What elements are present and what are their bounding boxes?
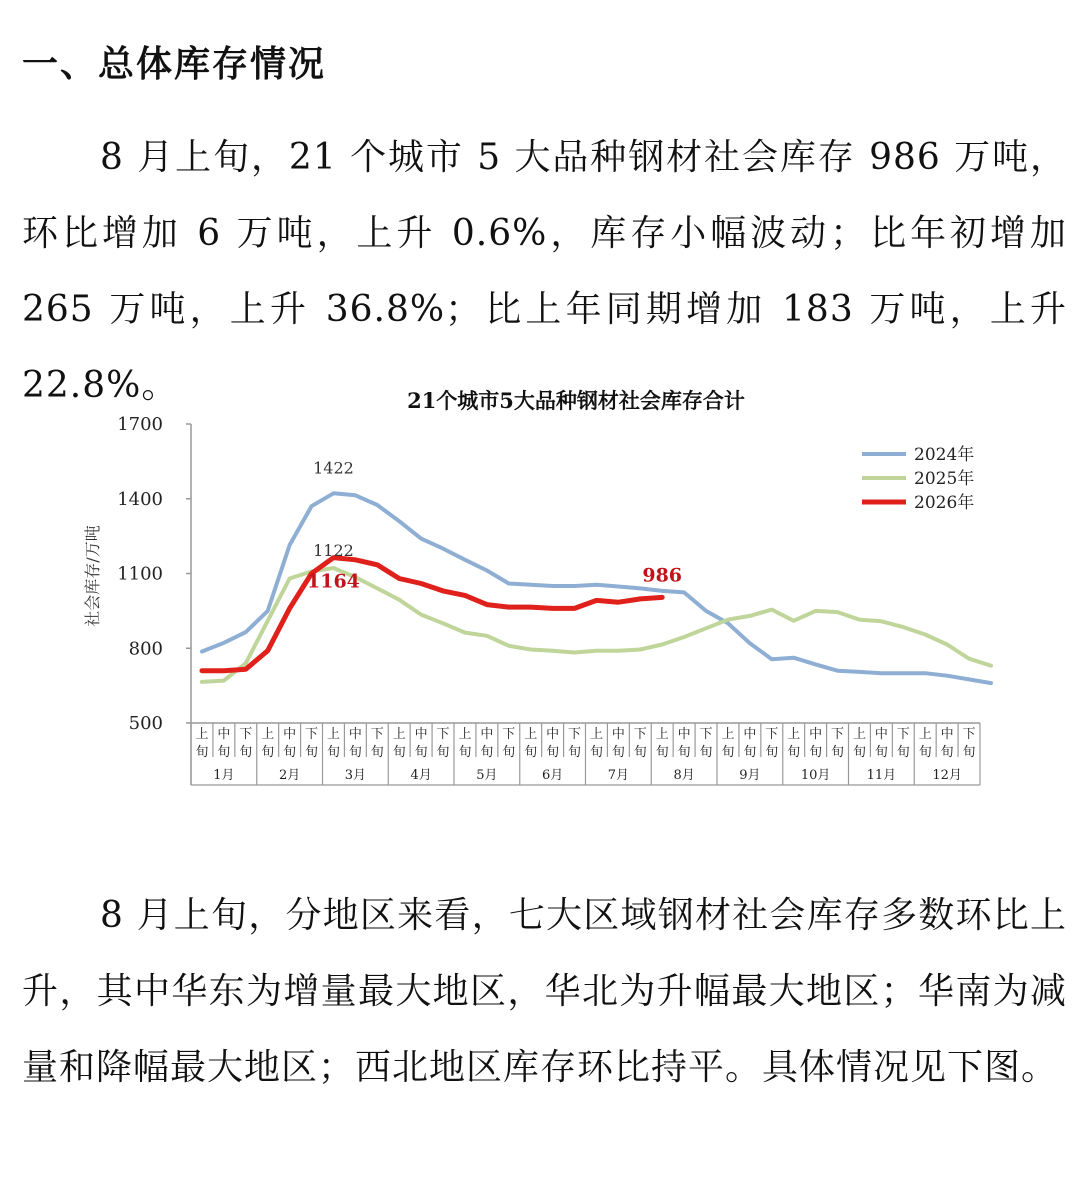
data-label: 1164 [307,570,360,593]
x-period-label: 上 [458,727,472,742]
x-period-label: 下 [699,727,713,742]
x-period-label: 旬 [918,745,932,760]
x-period-label: 旬 [568,745,582,760]
x-period-label: 下 [568,727,582,742]
y-tick-label: 800 [128,638,163,660]
x-period-label: 旬 [480,745,494,760]
x-period-label: 旬 [239,745,253,760]
y-axis [117,414,191,785]
x-month-label: 11月 [866,768,897,783]
x-period-label: 上 [589,727,603,742]
inventory-line-chart [0,380,1080,820]
x-period-label: 旬 [283,745,297,760]
x-period-label: 中 [874,727,888,742]
x-month-label: 3月 [344,768,367,783]
x-month-label: 1月 [213,768,235,783]
x-period-label: 旬 [655,745,669,760]
x-period-label: 下 [305,727,319,742]
x-period-label: 中 [217,727,231,742]
x-period-label: 旬 [809,745,823,760]
x-period-label: 旬 [677,745,691,760]
x-period-label: 中 [809,727,823,742]
x-period-label: 旬 [305,745,319,760]
x-period-label: 下 [633,727,647,742]
x-month-label: 6月 [541,768,564,783]
x-period-label: 旬 [436,745,450,760]
chart-title: 21个城市5大品种钢材社会库存合计 [407,388,745,413]
x-period-label: 下 [436,727,450,742]
y-axis-label: 社会库存/万吨 [83,525,102,627]
x-period-label: 旬 [195,745,209,760]
x-period-label: 上 [524,727,538,742]
section-heading: 一、总体库存情况 [22,44,327,85]
x-period-label: 旬 [874,745,888,760]
x-period-label: 旬 [414,745,428,760]
legend-label: 2025年 [914,469,975,489]
x-period-label: 旬 [502,745,516,760]
x-period-label: 旬 [326,745,340,760]
x-period-label: 旬 [633,745,647,760]
chart-legend [862,444,974,513]
x-period-label: 中 [480,727,494,742]
x-period-label: 旬 [524,745,538,760]
x-period-label: 旬 [589,745,603,760]
x-period-label: 下 [962,727,976,742]
x-period-label: 上 [261,727,275,742]
x-period-label: 旬 [831,745,845,760]
x-month-label: 5月 [476,768,498,783]
x-period-label: 上 [721,727,735,742]
regional-paragraph: 8 月上旬，分地区来看，七大区域钢材社会库存多数环比上升，其中华东为增量最大地区，华北为升幅最大地区；华南为减量和降幅最大地区；西北地区库存环比持平。具体情况见下图。 [22,895,1067,1088]
x-period-label: 上 [852,727,866,742]
x-period-label: 旬 [852,745,866,760]
x-period-label: 旬 [392,745,406,760]
summary-paragraph: 8 月上旬，21 个城市 5 大品种钢材社会库存 986 万吨，环比增加 6 万吨，上升 0.6%，库存小幅波动；比年初增加 265 万吨，上升 36.8%；比上年同期增加 183 万吨，上升 22.8%。 [22,137,1067,406]
x-period-label: 旬 [962,745,976,760]
data-label: 1122 [313,541,354,561]
x-period-label: 旬 [546,745,560,760]
x-period-label: 旬 [348,745,362,760]
data-labels [307,458,682,592]
x-period-label: 中 [743,727,757,742]
y-tick-label: 1100 [117,563,163,585]
data-label: 986 [642,564,683,587]
x-month-label: 8月 [673,768,695,783]
x-period-label: 旬 [940,745,954,760]
x-period-label: 中 [611,727,625,742]
x-period-label: 旬 [787,745,801,760]
x-period-label: 上 [195,727,209,742]
x-period-label: 上 [392,727,406,742]
y-tick-label: 500 [128,713,163,734]
x-period-label: 下 [765,727,779,742]
x-period-label: 中 [546,727,560,742]
x-period-label: 旬 [370,745,384,760]
x-period-label: 旬 [743,745,757,760]
x-period-label: 旬 [261,745,275,760]
x-period-label: 旬 [765,745,779,760]
x-month-label: 12月 [932,768,962,783]
x-period-label: 上 [326,727,340,742]
x-period-label: 下 [831,727,845,742]
x-month-label: 7月 [607,768,630,783]
x-period-label: 旬 [458,745,472,760]
x-period-label: 旬 [611,745,625,760]
x-period-label: 中 [348,727,362,742]
x-period-label: 下 [502,727,516,742]
x-period-label: 下 [239,727,253,742]
x-period-label: 中 [940,727,954,742]
legend-label: 2026年 [914,493,975,513]
x-period-label: 上 [787,727,801,742]
x-period-label: 旬 [217,745,231,760]
x-month-label: 4月 [410,768,432,783]
x-period-label: 旬 [896,745,910,760]
x-month-label: 10月 [800,768,831,783]
x-period-label: 旬 [721,745,735,760]
data-label: 1422 [313,458,354,478]
x-period-label: 上 [918,727,932,742]
x-month-label: 2月 [278,768,301,783]
y-tick-label: 1400 [117,488,163,510]
x-period-label: 下 [370,727,384,742]
x-axis [191,723,980,785]
x-period-label: 中 [414,727,428,742]
x-month-label: 9月 [739,768,761,783]
x-period-label: 上 [655,727,669,742]
x-period-label: 中 [283,727,297,742]
x-period-label: 中 [677,727,691,742]
legend-label: 2024年 [914,445,975,465]
y-tick-label: 1700 [117,414,163,435]
x-period-label: 旬 [699,745,713,760]
x-period-label: 下 [896,727,910,742]
